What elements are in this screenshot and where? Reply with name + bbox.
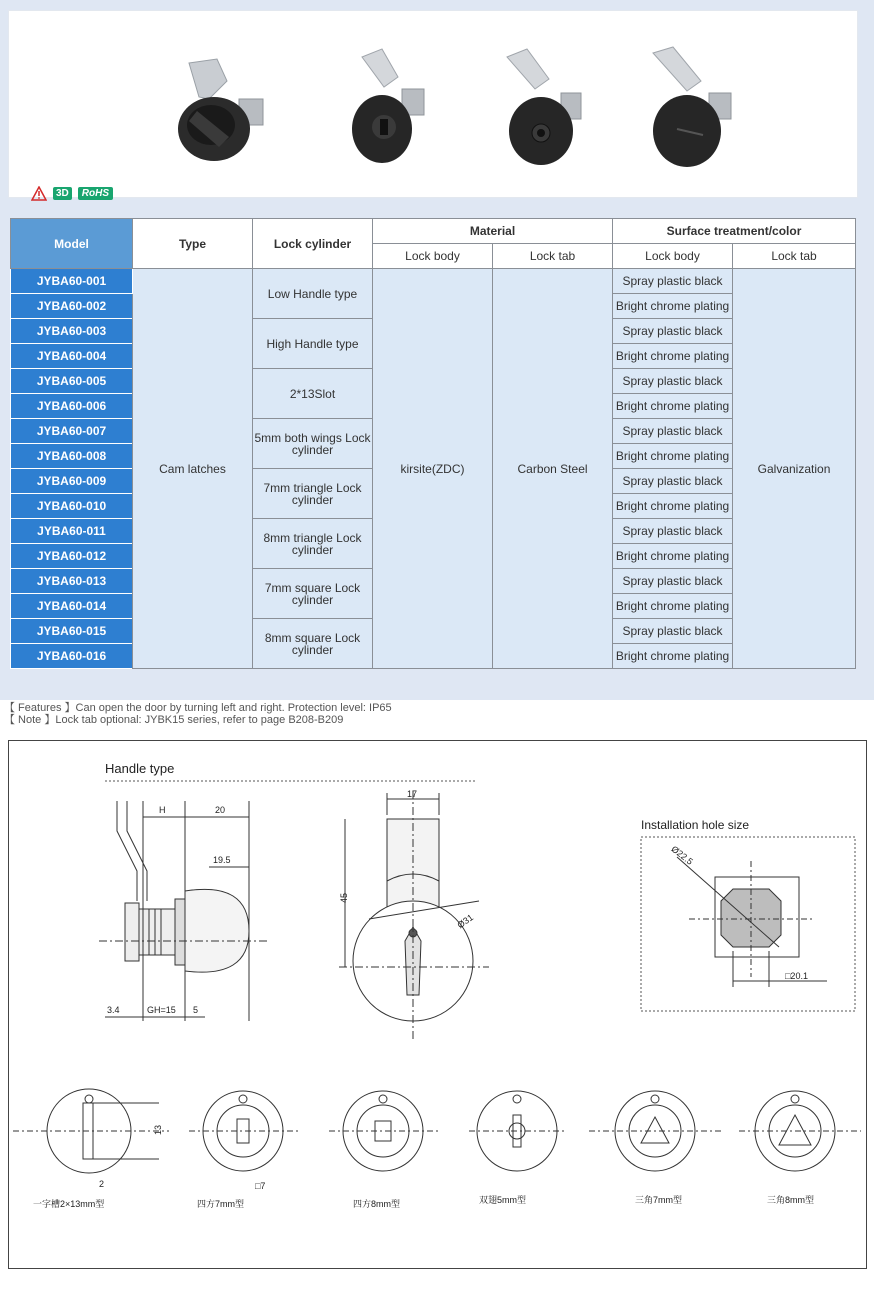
surface-body-cell: Bright chrome plating [613, 394, 733, 419]
caption-slot: 一字槽2×13mm型 [33, 1199, 105, 1209]
side-view [99, 801, 269, 1021]
surface-body-cell: Bright chrome plating [613, 544, 733, 569]
header-model: Model [11, 219, 133, 269]
technical-drawing [8, 740, 867, 1269]
dim-3-4: 3.4 [107, 1005, 120, 1015]
header-material-lock-body: Lock body [373, 244, 493, 269]
surface-body-cell: Spray plastic black [613, 369, 733, 394]
lock-photo-slot [352, 49, 424, 163]
install-hole-diagram [677, 857, 827, 987]
dim-sq7: □7 [255, 1181, 266, 1191]
surface-body-cell: Spray plastic black [613, 469, 733, 494]
dim-17: 17 [407, 789, 418, 799]
drawing-canvas [9, 741, 866, 1268]
model-cell: JYBA60-012 [11, 544, 133, 569]
type-cell: Cam latches [133, 269, 253, 669]
model-cell: JYBA60-014 [11, 594, 133, 619]
spec-table [10, 218, 856, 669]
caption-triangle8: 三角8mm型 [767, 1195, 814, 1205]
model-cell: JYBA60-016 [11, 644, 133, 669]
dim-13: 13 [153, 1124, 163, 1135]
lock-tab-note: 【 Note 】Lock tab optional: JYBK15 series, refer to page B208-B209 [4, 714, 344, 726]
model-cell: JYBA60-006 [11, 394, 133, 419]
badge-3d: 3D [53, 187, 72, 200]
model-cell: JYBA60-013 [11, 569, 133, 594]
model-cell: JYBA60-015 [11, 619, 133, 644]
product-photos [9, 11, 857, 197]
dim-19-5: 19.5 [213, 855, 231, 865]
dim-5: 5 [193, 1005, 199, 1015]
model-cell: JYBA60-008 [11, 444, 133, 469]
cylinder-cell: 8mm square Lock cylinder [253, 619, 373, 669]
caption-wings5: 双翅5mm型 [479, 1195, 526, 1205]
model-cell: JYBA60-009 [11, 469, 133, 494]
cylinder-types [13, 1089, 861, 1173]
drawing-title: Handle type [105, 761, 175, 776]
header-surface-lock-tab: Lock tab [733, 244, 856, 269]
model-cell: JYBA60-007 [11, 419, 133, 444]
surface-body-cell: Spray plastic black [613, 419, 733, 444]
surface-body-cell: Spray plastic black [613, 619, 733, 644]
features-note: 【 Features 】Can open the door by turning left and right. Protection level: IP65 [4, 702, 392, 714]
model-cell: JYBA60-010 [11, 494, 133, 519]
surface-body-cell: Bright chrome plating [613, 344, 733, 369]
dim-20: 20 [215, 805, 226, 815]
surface-body-cell: Bright chrome plating [613, 644, 733, 669]
surface-body-cell: Bright chrome plating [613, 594, 733, 619]
surface-body-cell: Spray plastic black [613, 319, 733, 344]
surface-body-cell: Bright chrome plating [613, 294, 733, 319]
lock-photo-low-handle [178, 59, 263, 161]
material-tab-cell: Carbon Steel [493, 269, 613, 669]
surface-body-cell: Spray plastic black [613, 269, 733, 294]
surface-tab-cell: Galvanization [733, 269, 856, 669]
cylinder-cell: Low Handle type [253, 269, 373, 319]
model-cell: JYBA60-005 [11, 369, 133, 394]
dim-gh: GH=15 [147, 1005, 176, 1015]
cylinder-cell: High Handle type [253, 319, 373, 369]
product-photo-panel [8, 10, 858, 198]
lock-photo-wings [507, 49, 581, 165]
dim-d31: Ø31 [455, 912, 476, 931]
model-cell: JYBA60-004 [11, 344, 133, 369]
model-cell: JYBA60-001 [11, 269, 133, 294]
material-body-cell: kirsite(ZDC) [373, 269, 493, 669]
dim-20-1: □20.1 [785, 971, 808, 981]
surface-body-cell: Bright chrome plating [613, 444, 733, 469]
install-hole-title: Installation hole size [641, 818, 750, 832]
caption-triangle7: 三角7mm型 [635, 1195, 682, 1205]
cylinder-cell: 7mm triangle Lock cylinder [253, 469, 373, 519]
caption-square7: 四方7mm型 [197, 1199, 244, 1209]
notes [4, 702, 392, 726]
lock-photo-triangle [653, 47, 731, 167]
header-surface-lock-body: Lock body [613, 244, 733, 269]
header-type: Type [133, 219, 253, 269]
cylinder-cell: 5mm both wings Lock cylinder [253, 419, 373, 469]
dim-45: 45 [339, 892, 349, 903]
header-material: Material [373, 219, 613, 244]
model-cell: JYBA60-003 [11, 319, 133, 344]
dim-d22-5: Ø22.5 [669, 843, 695, 867]
certification-badges [31, 185, 113, 201]
header-surface: Surface treatment/color [613, 219, 856, 244]
cylinder-cell: 7mm square Lock cylinder [253, 569, 373, 619]
header-material-lock-tab: Lock tab [493, 244, 613, 269]
model-cell: JYBA60-002 [11, 294, 133, 319]
model-cell: JYBA60-011 [11, 519, 133, 544]
caption-square8: 四方8mm型 [353, 1199, 400, 1209]
cylinder-cell: 2*13Slot [253, 369, 373, 419]
surface-body-cell: Spray plastic black [613, 569, 733, 594]
header-lock-cylinder: Lock cylinder [253, 219, 373, 269]
cylinder-cell: 8mm triangle Lock cylinder [253, 519, 373, 569]
dim-2: 2 [99, 1179, 105, 1189]
badge-rohs: RoHS [78, 187, 113, 200]
dim-h: H [159, 805, 166, 815]
surface-body-cell: Bright chrome plating [613, 494, 733, 519]
warning-triangle-icon [31, 186, 47, 201]
surface-body-cell: Spray plastic black [613, 519, 733, 544]
